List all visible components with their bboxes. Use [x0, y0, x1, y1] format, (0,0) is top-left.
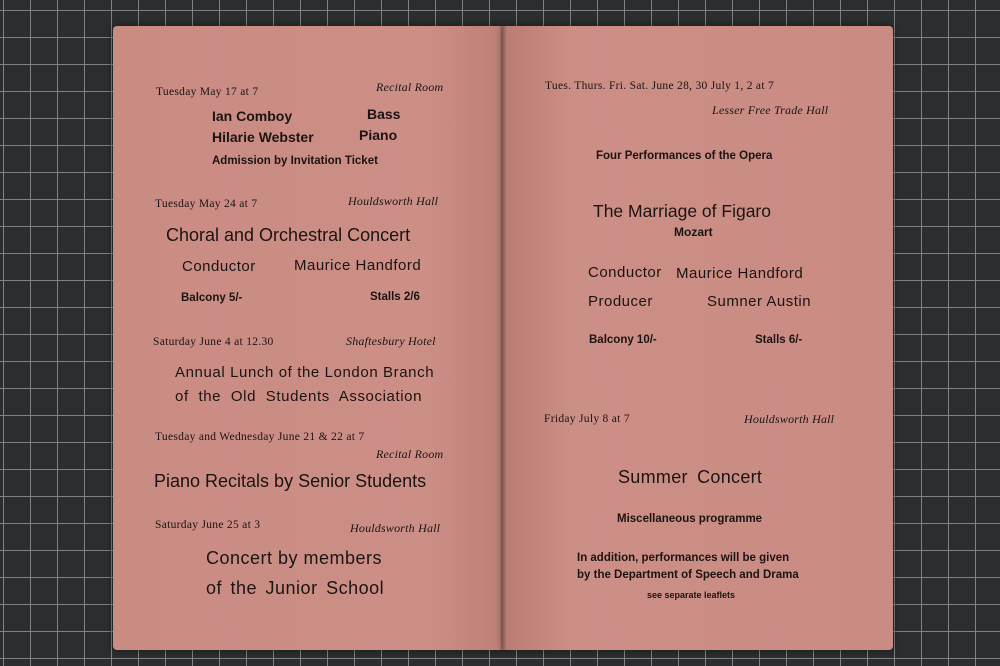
event-venue: Lesser Free Trade Hall — [712, 103, 829, 117]
event-date: Tuesday and Wednesday June 21 & 22 at 7 — [155, 431, 365, 443]
event-date: Tues. Thurs. Fri. Sat. June 28, 30 July 1, 2 at 7 — [545, 80, 775, 92]
event-date: Saturday June 4 at 12.30 — [153, 336, 274, 348]
book-gutter — [500, 26, 506, 650]
opera-title: The Marriage of Figaro — [593, 201, 771, 221]
event-title: Summer Concert — [618, 467, 763, 487]
opera-intro: Four Performances of the Opera — [596, 150, 773, 162]
conductor-label: Conductor — [588, 264, 662, 281]
event-title-line: Concert by members — [206, 548, 383, 568]
event-date: Tuesday May 17 at 7 — [156, 86, 259, 98]
event-venue: Shaftesbury Hotel — [346, 334, 436, 348]
event-subtitle: Miscellaneous programme — [617, 513, 763, 525]
stalls-price: Stalls 2/6 — [370, 291, 420, 303]
event-title: Choral and Orchestral Concert — [166, 225, 411, 245]
stalls-price: Stalls 6/- — [755, 334, 803, 346]
event-venue: Houldsworth Hall — [348, 194, 439, 208]
conductor-name: Maurice Handford — [294, 257, 422, 274]
opera-composer: Mozart — [674, 225, 713, 239]
event-venue: Houldsworth Hall — [744, 412, 835, 426]
balcony-price: Balcony 10/- — [589, 334, 657, 346]
event-venue: Houldsworth Hall — [350, 521, 441, 535]
event-title-line: of the Old Students Association — [175, 388, 423, 405]
admission-note: Admission by Invitation Ticket — [212, 155, 378, 167]
event-title: Piano Recitals by Senior Students — [154, 471, 427, 491]
performer-name: Hilarie Webster — [212, 129, 314, 145]
event-venue: Recital Room — [376, 80, 444, 94]
event-venue: Recital Room — [376, 447, 444, 461]
event-date: Friday July 8 at 7 — [544, 413, 630, 425]
producer-label: Producer — [588, 293, 653, 310]
leaflet-note: see separate leaflets — [647, 590, 736, 600]
balcony-price: Balcony 5/- — [181, 292, 243, 304]
producer-name: Sumner Austin — [707, 293, 812, 310]
event-date: Tuesday May 24 at 7 — [155, 198, 258, 210]
additional-note: In addition, performances will be given — [577, 552, 790, 564]
additional-note: by the Department of Speech and Drama — [577, 569, 799, 581]
event-date: Saturday June 25 at 3 — [155, 519, 261, 531]
performer-instrument: Bass — [367, 106, 401, 122]
conductor-label: Conductor — [182, 258, 256, 275]
conductor-name: Maurice Handford — [676, 265, 804, 282]
performer-name: Ian Comboy — [212, 108, 293, 124]
performer-instrument: Piano — [359, 127, 398, 143]
event-title-line: Annual Lunch of the London Branch — [175, 364, 435, 381]
event-title-line: of the Junior School — [206, 578, 385, 598]
